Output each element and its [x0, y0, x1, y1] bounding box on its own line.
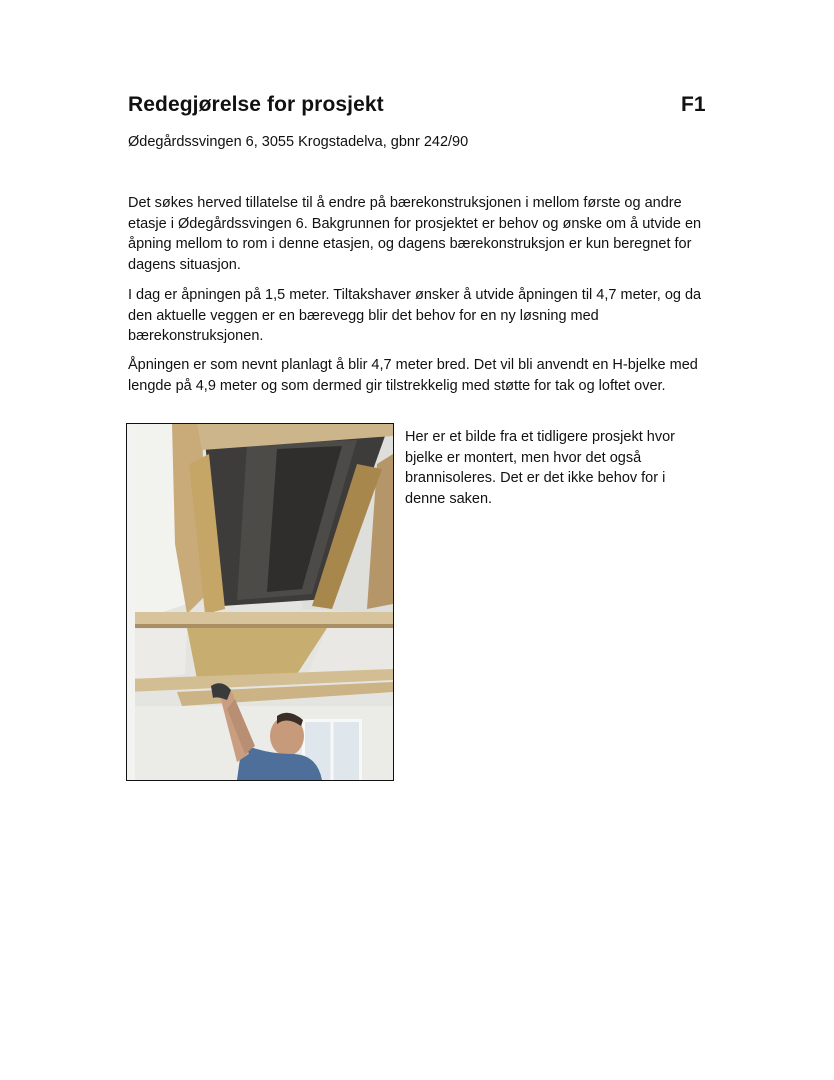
document-title: Redegjørelse for prosjekt [128, 93, 384, 116]
beam-installation-photo [126, 423, 394, 781]
document-code: F1 [681, 93, 706, 116]
paragraph-planned-beam: Åpningen er som nevnt planlagt å blir 4,7 meter bred. Det vil bli anvendt en H-bjelke med lengde på 4,9 meter og som dermed gir tilstrekkelig med støtte for tak og loftet over. [128, 357, 698, 394]
property-address: Ødegårdssvingen 6, 3055 Krogstadelva, gbnr 242/90 [128, 134, 469, 150]
paragraph-background: Det søkes herved tillatelse til å endre på bærekonstruksjonen i mellom første og andre etasje i Ødegårdssvingen 6. Bakgrunnen for prosjektet er behov og ønske om å utvide en åpning mellom to rom i denne etasjen, og dagens bærekonstruksjon er kun beregnet for dagens situasjon. [128, 195, 702, 273]
paragraph-current-opening: I dag er åpningen på 1,5 meter. Tiltakshaver ønsker å utvide åpningen til 4,7 meter, og da den aktuelle veggen er en bærevegg blir det behov for en ny løsning med bærekonstruksjonen. [128, 287, 702, 344]
photo-caption: Her er et bilde fra et tidligere prosjekt hvor bjelke er montert, men hvor det også brannisoleres. Det er det ikke behov for i denne saken. [405, 429, 675, 507]
